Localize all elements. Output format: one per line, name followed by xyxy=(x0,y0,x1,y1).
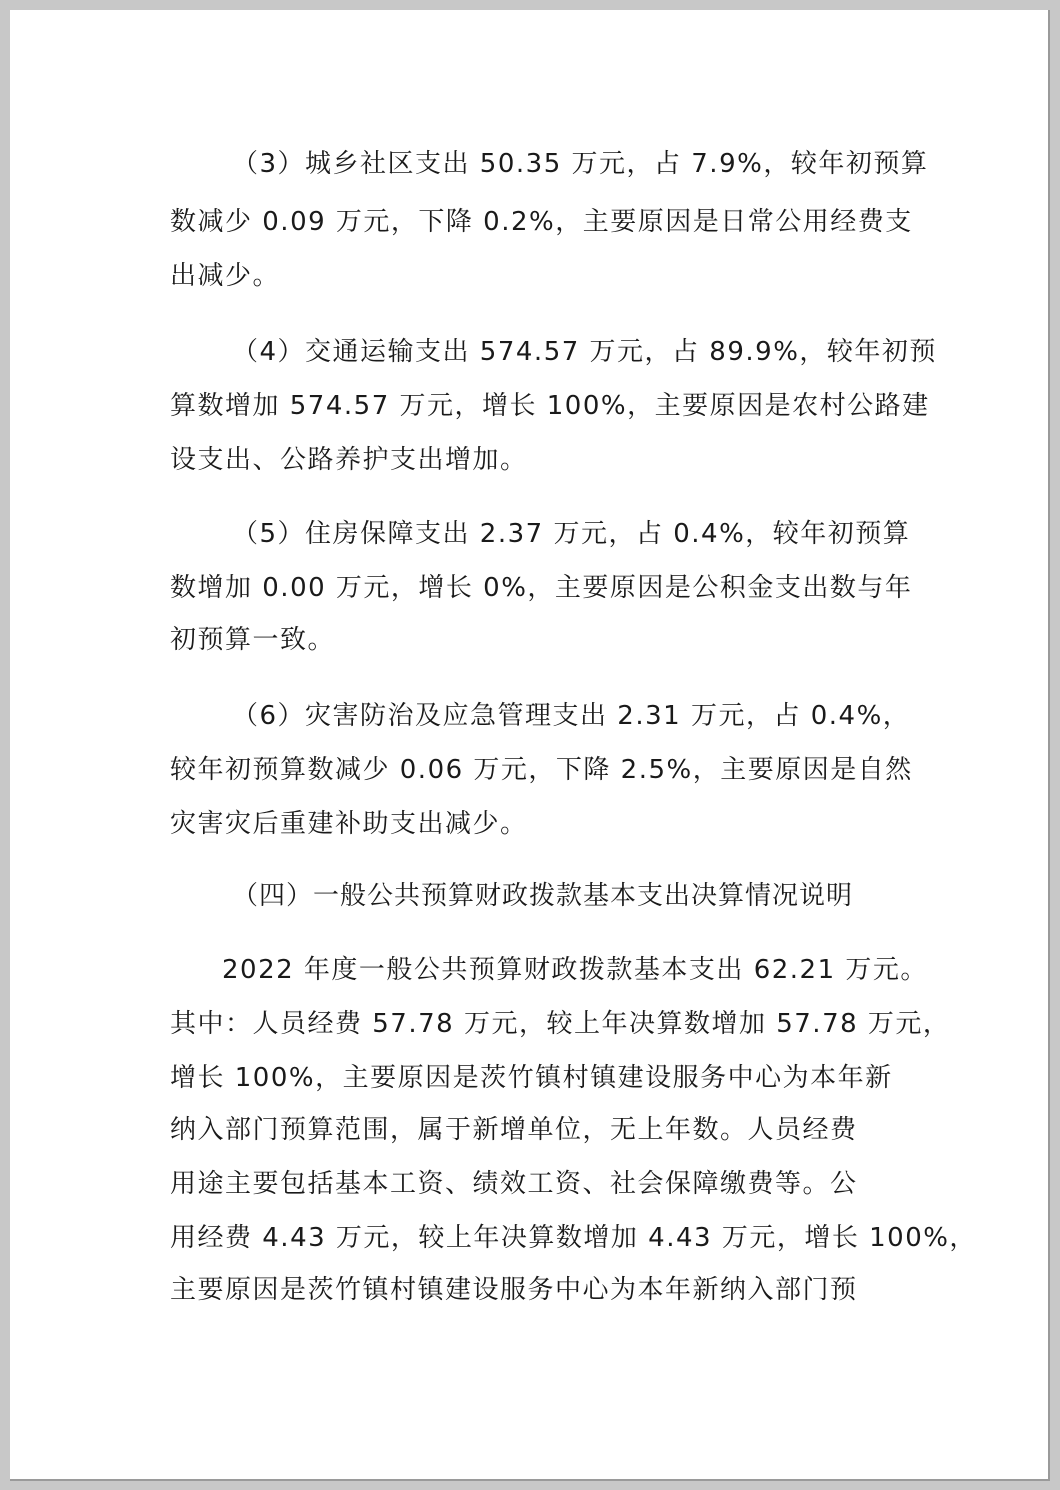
paragraph-urban-rural-line-3: 出减少。 xyxy=(170,261,281,291)
basic-expenditure-line-5: 用途主要包括基本工资、绩效工资、社会保障缴费等。公 xyxy=(170,1169,858,1199)
basic-expenditure-line-6: 用经费 4.43 万元，较上年决算数增加 4.43 万元，增长 100%， xyxy=(170,1223,977,1253)
paragraph-transport-line-3: 设支出、公路养护支出增加。 xyxy=(170,445,528,475)
section-heading: （四）一般公共预算财政拨款基本支出决算情况说明 xyxy=(232,881,854,911)
paragraph-housing-line-2: 数增加 0.00 万元，增长 0%，主要原因是公积金支出数与年 xyxy=(170,573,913,603)
paragraph-disaster-line-3: 灾害灾后重建补助支出减少。 xyxy=(170,809,528,839)
basic-expenditure-line-7: 主要原因是茨竹镇村镇建设服务中心为本年新纳入部门预 xyxy=(170,1275,858,1305)
paragraph-urban-rural-line-2: 数减少 0.09 万元，下降 0.2%，主要原因是日常公用经费支 xyxy=(170,207,913,237)
basic-expenditure-line-3: 增长 100%，主要原因是茨竹镇村镇建设服务中心为本年新 xyxy=(170,1063,893,1093)
paragraph-transport-line-2: 算数增加 574.57 万元，增长 100%，主要原因是农村公路建 xyxy=(170,391,930,421)
basic-expenditure-line-1: 2022 年度一般公共预算财政拨款基本支出 62.21 万元。 xyxy=(222,955,928,985)
paragraph-disaster-line-1: （6）灾害防治及应急管理支出 2.31 万元，占 0.4%， xyxy=(232,701,911,731)
basic-expenditure-line-2: 其中：人员经费 57.78 万元，较上年决算数增加 57.78 万元， xyxy=(170,1009,951,1039)
paragraph-transport-line-1: （4）交通运输支出 574.57 万元，占 89.9%，较年初预 xyxy=(232,337,937,367)
paragraph-housing-line-3: 初预算一致。 xyxy=(170,625,336,655)
paragraph-housing-line-1: （5）住房保障支出 2.37 万元，占 0.4%，较年初预算 xyxy=(232,519,911,549)
basic-expenditure-line-4: 纳入部门预算范围，属于新增单位，无上年数。人员经费 xyxy=(170,1115,858,1145)
paragraph-disaster-line-2: 较年初预算数减少 0.06 万元，下降 2.5%，主要原因是自然 xyxy=(170,755,913,785)
paragraph-urban-rural-line-1: （3）城乡社区支出 50.35 万元，占 7.9%，较年初预算 xyxy=(232,149,929,179)
document-page xyxy=(10,10,1050,1481)
